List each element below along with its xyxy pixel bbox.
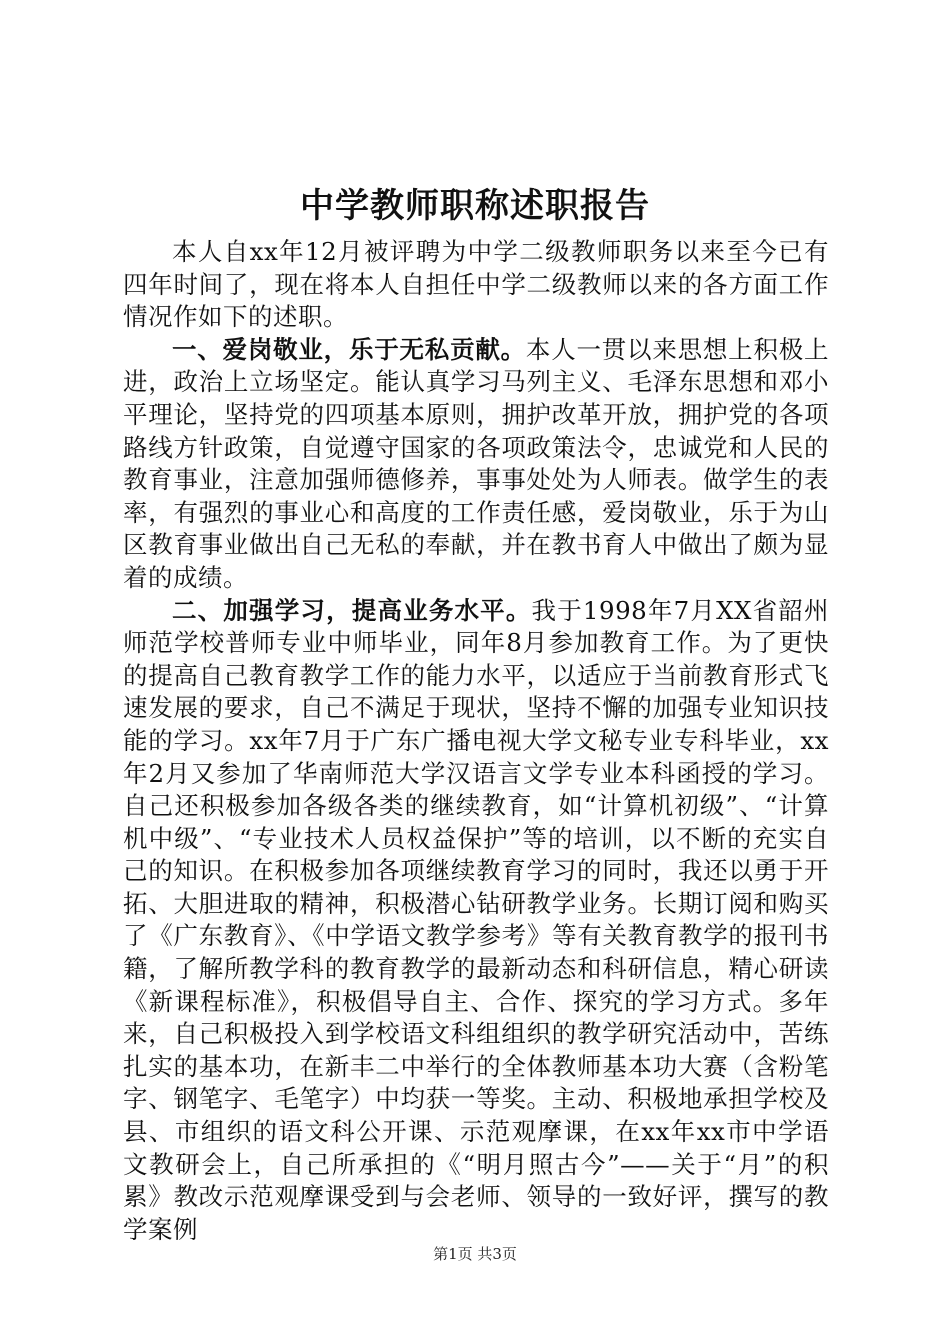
section-heading: 二、加强学习，提高业务水平。 [172,595,532,625]
paragraph-text: 本人自xx年12月被评聘为中学二级教师职务以来至今已有四年时间了，现在将本人自担任中学二级教师以来的各方面工作情况作如下的述职。 [123,237,829,332]
paragraph-text: 我于1998年7月XX省韶州师范学校普师专业中师毕业，同年8月参加教育工作。为了更快的提高自己教育教学工作的能力水平，以适应于当前教育形式飞速发展的要求，自己不满足于现状，坚持不懈的加强专业知识技能的学习。xx年7月于广东广播电视大学文秘专业专科毕业，xx年2月又参加了华南师范大学汉语言文学专业本科函授的学习。自己还积极参加各级各类的继续教育，如“计算机初级”、“计算机中级”、“专业技术人员权益保护”等的培训，以不断的充实自己的知识。在积极参加各项继续教育学习的同时，我还以勇于开拓、大胆进取的精神，积极潜心钻研教学业务。长期订阅和购买了《广东教育》、《中学语文教学参考》等有关教育教学的报刊书籍，了解所教学科的教育教学的最新动态和科研信息，精心研读《新课程标准》，积极倡导自主、合作、探究的学习方式。多年来，自己积极投入到学校语文科组组织的教学研究活动中，苦练扎实的基本功，在新丰二中举行的全体教师基本功大赛（含粉笔字、钢笔字、毛笔字）中均获一等奖。主动、积极地承担学校及县、市组织的语文科公开课、示范观摩课，在xx年xx市中学语文教研会上，自己所承担的《“明月照古今”——关于“月”的积累》教改示范观摩课受到与会老师、领导的一致好评，撰写的教学案例 [123,595,830,1244]
paragraph-intro [123,236,829,334]
paragraph-text: 本人一贯以来思想上积极上进，政治上立场坚定。能认真学习马列主义、毛泽东思想和邓小平理论，坚持党的四项基本原则，拥护改革开放，拥护党的各项路线方针政策，自觉遵守国家的各项政策法令，忠诚党和人民的教育事业，注意加强师德修养，事事处处为人师表。做学生的表率，有强烈的事业心和高度的工作责任感，爱岗敬业，乐于为山区教育事业做出自己无私的奉献，并在教书育人中做出了颇为显着的成绩。 [123,334,830,592]
paragraph-section-1 [123,334,829,595]
section-heading: 一、爱岗敬业，乐于无私贡献。 [172,334,526,364]
page-number-footer: 第1页 共3页 [433,1245,517,1263]
paragraph-section-2 [123,595,829,1247]
document-body [123,236,829,1246]
document-title: 中学教师职称述职报告 [300,186,650,226]
